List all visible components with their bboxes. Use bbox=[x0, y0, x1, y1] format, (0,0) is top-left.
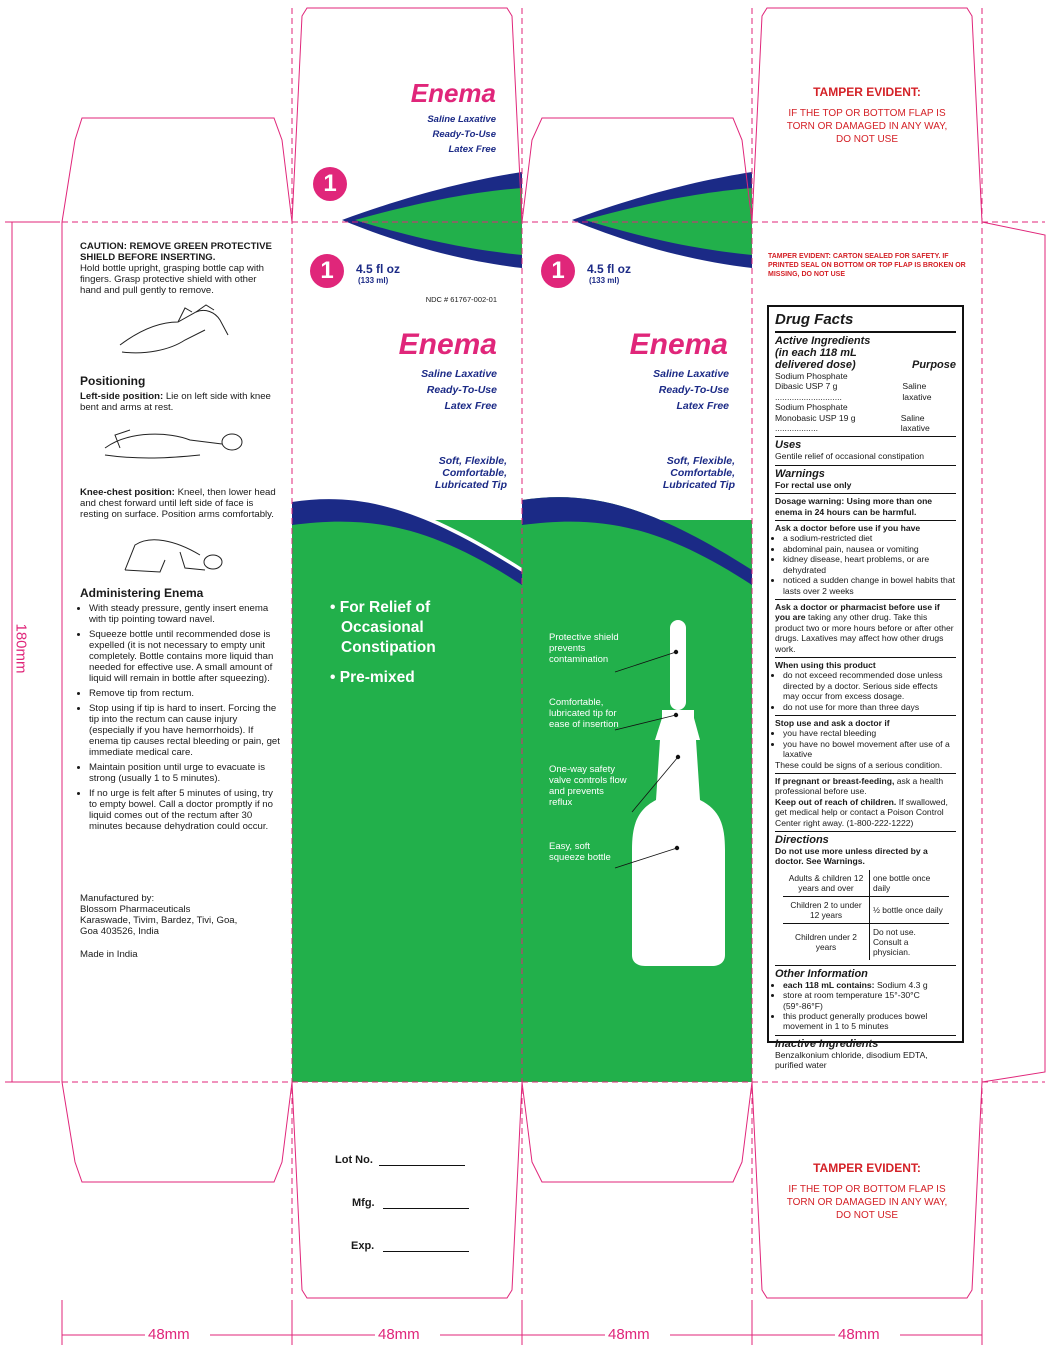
ask-doctor-section: Ask a doctor before use if you have • a sodium-restricted diet • abdominal pain, nausea or vomiting • kidney disease, heart problems, or are dehydrated • noticed a sudden change in bowel habits that lasts over 2 weeks bbox=[775, 520, 956, 599]
table-row: Children 2 to under 12 years ½ bottle once daily bbox=[783, 896, 949, 923]
swoosh-graphic bbox=[342, 172, 752, 268]
ask-pharmacist-section: Ask a doctor or pharmacist before use if you are taking any other drug. Take this product two or more hours before or after other drugs. Laxatives may affect how other drugs work. bbox=[775, 599, 956, 657]
front-benefits: • For Relief of Occasional Constipation • Pre-mixed bbox=[330, 599, 436, 686]
width-dimension-4: 48mm bbox=[838, 1326, 880, 1343]
ndc-number: NDC # 61767-002-01 bbox=[425, 295, 497, 304]
lot-field: Lot No. bbox=[335, 1154, 465, 1166]
active-ingredients-section: Active Ingredients (in each 118 mL delivered dose) Purpose Sodium Phosphate Dibasic USP 7 g ............................ Saline laxative Sodium Phosphate Monobasic USP 19 g .................. Saline laxative bbox=[775, 331, 956, 436]
drug-facts-title: Drug Facts bbox=[775, 311, 854, 328]
second-size-ml: (133 ml) bbox=[589, 276, 620, 285]
top-flap-count-badge: 1 bbox=[313, 167, 347, 201]
front-brand: Enema bbox=[398, 328, 497, 361]
tamper-top: TAMPER EVIDENT: IF THE TOP OR BOTTOM FLAP IS TORN OR DAMAGED IN ANY WAY, DO NOT USE bbox=[786, 85, 948, 145]
second-taglines: Saline Laxative Ready-To-Use Latex Free bbox=[653, 368, 729, 412]
positioning-title: Positioning bbox=[80, 374, 146, 388]
step-item: • Maintain position until urge to evacuate is strong (usually 1 to 5 minutes). bbox=[89, 762, 280, 784]
front-tip-text: Soft, Flexible, Comfortable, Lubricated Tip bbox=[434, 455, 507, 491]
other-info-section: Other Information • each 118 mL contains: Sodium 4.3 g • store at room temperature 15°-30°C (59°-86°F) • this product generally produces bowel movement in 1 to 5 minutes bbox=[775, 965, 956, 1035]
administering-section bbox=[80, 588, 280, 836]
knee-chest-position: Knee-chest position: Kneel, then lower head and chest forward until left side of face is resting on surface. Position arms comfortably. bbox=[80, 487, 276, 520]
left-side-position-illustration bbox=[105, 430, 242, 458]
uses-section: Uses Gentile relief of occasional constipation bbox=[775, 436, 956, 464]
front-size: 4.5 fl oz bbox=[356, 262, 401, 276]
directions-section: Directions Do not use more unless directed by a doctor. See Warnings. Adults & children 12 years and over one bottle once daily Children 2 to under 12 years ½ bottle once daily Children under 2 years Do not use. Consult a physician. bbox=[775, 831, 956, 965]
width-dimension-3: 48mm bbox=[608, 1326, 650, 1343]
step-item: • With steady pressure, gently insert enema with tip pointing toward navel. bbox=[89, 603, 280, 625]
front-count-badge: 1 bbox=[310, 254, 344, 288]
made-in: Made in India bbox=[80, 949, 138, 960]
inactive-ingredients-section: Inactive Ingredients Benzalkonium chloride, disodium EDTA, purified water bbox=[775, 1035, 956, 1074]
drug-facts-panel bbox=[767, 305, 964, 1071]
warnings-section: Warnings For rectal use only bbox=[775, 465, 956, 493]
tamper-bottom: TAMPER EVIDENT: IF THE TOP OR BOTTOM FLAP IS TORN OR DAMAGED IN ANY WAY, DO NOT USE bbox=[786, 1161, 948, 1221]
positioning-section bbox=[80, 376, 280, 413]
second-size: 4.5 fl oz bbox=[587, 262, 632, 276]
step-item: • Stop using if tip is hard to insert. Forcing the tip into the rectum can cause injury (especially if you have hemorrhoids). If enema tip causes rectal bleeding or pain, get immediate medical care. bbox=[89, 703, 280, 758]
callout-tip: Comfortable, lubricated tip for ease of insertion bbox=[549, 697, 619, 730]
when-using-section: When using this product • do not exceed recommended dose unless directed by a doctor. Serious side effects may occur from excess dosage. • do not use for more than three days bbox=[775, 657, 956, 715]
width-dimension-2: 48mm bbox=[378, 1326, 420, 1343]
table-row: Adults & children 12 years and over one bottle once daily bbox=[783, 870, 949, 897]
callout-shield: Protective shield prevents contamination bbox=[549, 632, 619, 665]
step-item: • If no urge is felt after 5 minutes of using, try to empty bowel. Call a doctor promptly if no liquid comes out of the rectum after 30 minutes because dehydration could occur. bbox=[89, 788, 280, 832]
height-dimension: 180mm bbox=[12, 623, 30, 674]
stop-use-section: Stop use and ask a doctor if • you have rectal bleeding • you have no bowel movement after use of a laxative These could be signs of a serious condition. bbox=[775, 715, 956, 773]
manufacturer-info: Manufactured by: Blossom Pharmaceuticals Karaswade, Tivim, Bardez, Tivi, Goa, Goa 403526, India Made in India bbox=[80, 893, 280, 960]
knee-chest-position-illustration bbox=[125, 540, 222, 572]
hand-illustration bbox=[120, 305, 228, 353]
administering-steps bbox=[80, 603, 280, 832]
front-size-ml: (133 ml) bbox=[358, 276, 389, 285]
administering-title: Administering Enema bbox=[80, 586, 204, 600]
caution-heading: CAUTION: REMOVE GREEN PROTECTIVE SHIELD BEFORE INSERTING. bbox=[80, 241, 272, 263]
width-dimension-1: 48mm bbox=[148, 1326, 190, 1343]
callout-bottle: Easy, soft squeeze bottle bbox=[549, 841, 611, 863]
table-row: Children under 2 years Do not use. Consult a physician. bbox=[783, 923, 949, 960]
callout-valve: One-way safety valve controls flow and prevents reflux bbox=[549, 764, 627, 808]
step-item: • Squeeze bottle until recommended dose is expelled (it is not necessary to empty unit completely. Bottle contains more liquid than needed for effective use. A small amount of liquid will remain in bottle after squeezing). bbox=[89, 629, 280, 684]
pregnancy-section: If pregnant or breast-feeding, ask a health professional before use. Keep out of reach of children. If swallowed, get medical help or contact a Poison Control Center right away. (1-800-222-1222) bbox=[775, 773, 956, 831]
front-taglines: Saline Laxative Ready-To-Use Latex Free bbox=[421, 368, 497, 412]
top-flap-taglines: Saline Laxative Ready-To-Use Latex Free bbox=[427, 114, 496, 155]
mfg-field: Mfg. bbox=[352, 1197, 469, 1209]
top-flap-brand: Enema bbox=[410, 78, 496, 108]
exp-field: Exp. bbox=[351, 1240, 469, 1252]
tamper-notice: TAMPER EVIDENT: CARTON SEALED FOR SAFETY. IF PRINTED SEAL ON BOTTOM OR TOP FLAP IS BROKEN OR MISSING, DO NOT USE bbox=[768, 253, 966, 278]
second-tip-text: Soft, Flexible, Comfortable, Lubricated Tip bbox=[662, 455, 735, 491]
caution-text: Hold bottle upright, grasping bottle cap with fingers. Grasp protective shield with other hand and pull gently to remove. bbox=[80, 263, 264, 296]
left-side-position: Left-side position: Lie on left side with knee bent and arms at rest. bbox=[80, 391, 271, 413]
step-item: • Remove tip from rectum. bbox=[89, 688, 280, 699]
dosage-warning: Dosage warning: Using more than one enema in 24 hours can be harmful. bbox=[775, 493, 956, 520]
instructions-panel bbox=[80, 241, 280, 296]
second-brand: Enema bbox=[629, 328, 728, 361]
directions-table bbox=[783, 870, 949, 960]
second-count-badge: 1 bbox=[541, 254, 575, 288]
